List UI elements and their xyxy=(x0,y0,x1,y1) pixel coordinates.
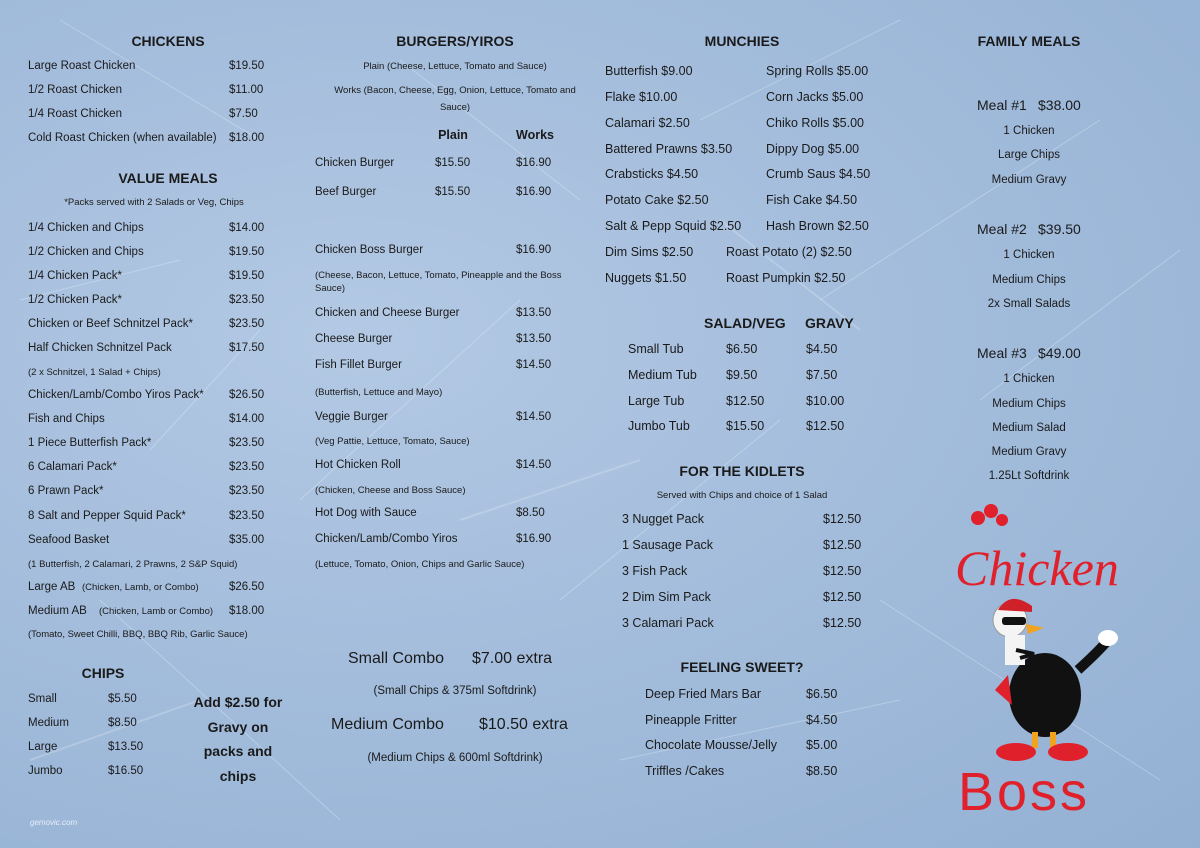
menu-item-name: Cold Roast Chicken (when available) xyxy=(28,132,217,144)
menu-item-name: 1/2 Chicken Pack* xyxy=(28,294,122,306)
menu-item-name: Chicken Burger xyxy=(315,157,395,169)
menu-item-name: Hot Dog with Sauce xyxy=(315,507,417,519)
menu-item-name: Chocolate Mousse/Jelly xyxy=(645,738,778,752)
item-description: (Lettuce, Tomato, Onion, Chips and Garlic Sauce) xyxy=(315,559,525,570)
logo-text-boss: Boss xyxy=(958,762,1091,822)
menu-item-price: $12.50 xyxy=(823,564,862,578)
family-meal-item: 2x Small Salads xyxy=(987,298,1071,310)
chicken-head-icon xyxy=(971,504,1008,526)
menu-item-price: $16.90 xyxy=(516,186,552,198)
menu-item-price: $7.50 xyxy=(229,108,258,120)
menu-item-name: Large AB xyxy=(28,581,76,593)
section-title-munchies: MUNCHIES xyxy=(704,33,780,49)
section-title-sweet: FEELING SWEET? xyxy=(680,659,804,675)
menu-item-name: Jumbo xyxy=(28,765,63,777)
menu-item-name: Small xyxy=(28,693,57,705)
item-description: (Cheese, Bacon, Lettuce, Tomato, Pineapple and the Boss xyxy=(315,270,562,281)
menu-item-name: Small Tub xyxy=(628,342,684,356)
menu-item-name: 1 Piece Butterfish Pack* xyxy=(28,437,152,449)
menu-item-price: $16.90 xyxy=(516,157,552,169)
menu-item-price: $23.50 xyxy=(229,318,265,330)
menu-item-price: $14.50 xyxy=(516,459,552,471)
munchie-item: Dim Sims $2.50 xyxy=(605,245,694,259)
munchie-item: Chiko Rolls $5.00 xyxy=(766,116,864,130)
menu-item-price: $23.50 xyxy=(229,437,265,449)
combo-name: Small Combo xyxy=(348,650,445,667)
combo-description: (Small Chips & 375ml Softdrink) xyxy=(373,685,537,697)
column-header-works: Works xyxy=(516,128,554,142)
gravy-note-line: Add $2.50 for xyxy=(193,694,283,710)
section-title-salad: SALAD/VEG xyxy=(704,315,786,331)
munchie-item: Potato Cake $2.50 xyxy=(605,193,709,207)
menu-item-name: Large Roast Chicken xyxy=(28,60,136,72)
section-title-value-meals: VALUE MEALS xyxy=(118,170,218,186)
family-meal-item: Medium Chips xyxy=(992,398,1066,410)
menu-item-price: $10.00 xyxy=(806,394,845,408)
menu-item-name: 3 Fish Pack xyxy=(622,564,688,578)
menu-item-price: $11.00 xyxy=(229,84,264,96)
menu-item-price: $8.50 xyxy=(806,764,838,778)
menu-item-name: Large Tub xyxy=(628,394,685,408)
menu-item-price: $13.50 xyxy=(108,741,144,753)
logo-text-chicken: Chicken xyxy=(955,540,1119,596)
menu-item-name: Medium xyxy=(28,717,69,729)
menu-item-name: 1/2 Chicken and Chips xyxy=(28,246,144,258)
menu-item-price: $17.50 xyxy=(229,342,265,354)
family-meal-item: 1 Chicken xyxy=(1003,249,1055,261)
menu-item-name: Seafood Basket xyxy=(28,534,110,546)
menu-item-name: Beef Burger xyxy=(315,186,377,198)
chicken-boss-logo xyxy=(950,500,1130,830)
combo-name: Medium Combo xyxy=(331,716,444,733)
menu-item-name: Veggie Burger xyxy=(315,411,388,423)
menu-item-price: $12.50 xyxy=(726,394,765,408)
munchie-item: Hash Brown $2.50 xyxy=(766,219,869,233)
item-description: (2 x Schnitzel, 1 Salad + Chips) xyxy=(28,367,161,378)
chicken-mascot-icon xyxy=(993,599,1118,761)
menu-item-name: 6 Calamari Pack* xyxy=(28,461,117,473)
family-meal-item: Medium Chips xyxy=(992,274,1066,286)
menu-item-price: $12.50 xyxy=(823,616,862,630)
item-description: (Chicken, Cheese and Boss Sauce) xyxy=(315,485,466,496)
menu-item-price: $6.50 xyxy=(806,687,838,701)
gravy-note-line: Gravy on xyxy=(207,719,269,735)
munchie-item: Battered Prawns $3.50 xyxy=(605,142,733,156)
menu-item-name: Half Chicken Schnitzel Pack xyxy=(28,342,172,354)
menu-item-price: $15.50 xyxy=(435,157,471,169)
family-meal-item: 1.25Lt Softdrink xyxy=(988,470,1070,482)
menu-item-price: $8.50 xyxy=(108,717,137,729)
menu-item-name: 6 Prawn Pack* xyxy=(28,485,104,497)
item-description: (Butterfish, Lettuce and Mayo) xyxy=(315,387,443,398)
section-title-chickens: CHICKENS xyxy=(131,33,205,49)
menu-item-price: $15.50 xyxy=(726,419,765,433)
family-meal-item: 1 Chicken xyxy=(1003,125,1055,137)
item-description: (Chicken, Lamb, or Combo) xyxy=(82,582,199,593)
menu-item-name: Medium Tub xyxy=(628,368,697,382)
menu-item-price: $4.50 xyxy=(806,342,838,356)
family-meal-price: $49.00 xyxy=(1038,345,1081,361)
munchie-item: Fish Cake $4.50 xyxy=(766,193,858,207)
family-meal-title: Meal #3 xyxy=(977,345,1027,361)
family-meal-item: Medium Gravy xyxy=(991,446,1067,458)
menu-item-name: 3 Calamari Pack xyxy=(622,616,714,630)
menu-item-name: 2 Dim Sim Pack xyxy=(622,590,711,604)
menu-item-price: $26.50 xyxy=(229,389,265,401)
menu-item-price: $14.50 xyxy=(516,359,552,371)
family-meal-item: Medium Salad xyxy=(992,422,1066,434)
munchie-item: Butterfish $9.00 xyxy=(605,64,693,78)
menu-item-price: $23.50 xyxy=(229,461,265,473)
menu-item-price: $19.50 xyxy=(229,270,265,282)
menu-item-price: $5.00 xyxy=(806,738,838,752)
menu-item-name: Large xyxy=(28,741,58,753)
menu-item-price: $8.50 xyxy=(516,507,545,519)
menu-item-price: $35.00 xyxy=(229,534,265,546)
combo-description: (Medium Chips & 600ml Softdrink) xyxy=(367,752,543,764)
menu-item-price: $5.50 xyxy=(108,693,137,705)
gravy-note-line: packs and xyxy=(203,743,273,759)
menu-item-name: 8 Salt and Pepper Squid Pack* xyxy=(28,510,186,522)
munchie-item: Calamari $2.50 xyxy=(605,116,690,130)
munchie-item: Crabsticks $4.50 xyxy=(605,167,699,181)
section-title-gravy: GRAVY xyxy=(805,315,854,331)
menu-item-name: 1/4 Roast Chicken xyxy=(28,108,122,120)
munchie-item: Salt & Pepp Squid $2.50 xyxy=(605,219,742,233)
menu-item-price: $16.90 xyxy=(516,533,552,545)
menu-item-price: $13.50 xyxy=(516,307,552,319)
menu-item-name: Hot Chicken Roll xyxy=(315,459,401,471)
menu-item-price: $18.00 xyxy=(229,605,265,617)
menu-item-price: $12.50 xyxy=(823,590,862,604)
menu-item-name: 1/2 Roast Chicken xyxy=(28,84,122,96)
menu-item-name: Chicken or Beef Schnitzel Pack* xyxy=(28,318,193,330)
family-meal-price: $38.00 xyxy=(1038,97,1081,113)
menu-item-name: Jumbo Tub xyxy=(628,419,690,433)
menu-item-price: $16.50 xyxy=(108,765,144,777)
family-meal-item: 1 Chicken xyxy=(1003,373,1055,385)
menu-item-price: $23.50 xyxy=(229,510,265,522)
item-description: (Tomato, Sweet Chilli, BBQ, BBQ Rib, Garlic Sauce) xyxy=(28,629,248,640)
item-description: (1 Butterfish, 2 Calamari, 2 Prawns, 2 S&P Squid) xyxy=(28,559,238,570)
munchie-item: Nuggets $1.50 xyxy=(605,271,687,285)
kidlets-note: Served with Chips and choice of 1 Salad xyxy=(656,490,828,501)
menu-item-price: $23.50 xyxy=(229,485,265,497)
menu-item-price: $4.50 xyxy=(806,713,838,727)
watermark: gemovic.com xyxy=(30,818,78,827)
menu-item-price: $19.50 xyxy=(229,60,265,72)
menu-item-price: $19.50 xyxy=(229,246,265,258)
menu-item-name: Chicken and Cheese Burger xyxy=(315,307,460,319)
menu-item-price: $14.00 xyxy=(229,413,265,425)
item-description: Sauce) xyxy=(315,283,346,294)
item-description: Plain (Cheese, Lettuce, Tomato and Sauce) xyxy=(363,61,547,72)
menu-item-name: 1 Sausage Pack xyxy=(622,538,714,552)
combo-price: $10.50 extra xyxy=(479,716,568,733)
menu-item-price: $12.50 xyxy=(806,419,845,433)
menu-item-price: $14.50 xyxy=(516,411,552,423)
section-title-chips: CHIPS xyxy=(81,665,125,681)
munchie-item: Roast Pumpkin $2.50 xyxy=(726,271,846,285)
menu-item-price: $23.50 xyxy=(229,294,265,306)
family-meal-item: Large Chips xyxy=(997,149,1060,161)
menu-item-price: $6.50 xyxy=(726,342,758,356)
munchie-item: Crumb Saus $4.50 xyxy=(766,167,871,181)
menu-item-name: Medium AB xyxy=(28,605,87,617)
menu-item-name: Chicken/Lamb/Combo Yiros xyxy=(315,533,458,545)
section-title-burgers: BURGERS/YIROS xyxy=(396,33,514,49)
menu-item-price: $13.50 xyxy=(516,333,552,345)
munchie-item: Spring Rolls $5.00 xyxy=(766,64,869,78)
menu-item-price: $15.50 xyxy=(435,186,471,198)
value-meals-note: *Packs served with 2 Salads or Veg, Chips xyxy=(64,197,244,208)
gravy-note-line: chips xyxy=(219,768,257,784)
menu-item-name: Fish Fillet Burger xyxy=(315,359,402,371)
family-meal-title: Meal #2 xyxy=(977,221,1027,237)
menu-item-price: $12.50 xyxy=(823,538,862,552)
family-meal-title: Meal #1 xyxy=(977,97,1027,113)
section-title-kidlets: FOR THE KIDLETS xyxy=(679,463,805,479)
menu-item-name: 1/4 Chicken and Chips xyxy=(28,222,144,234)
item-description: (Chicken, Lamb or Combo) xyxy=(99,606,214,617)
menu-item-name: Triffles /Cakes xyxy=(645,764,725,778)
menu-item-price: $26.50 xyxy=(229,581,265,593)
menu-item-price: $7.50 xyxy=(806,368,838,382)
munchie-item: Dippy Dog $5.00 xyxy=(766,142,860,156)
menu-item-name: 1/4 Chicken Pack* xyxy=(28,270,122,282)
menu-item-name: Chicken Boss Burger xyxy=(315,244,424,256)
section-title-family-meals: FAMILY MEALS xyxy=(977,33,1081,49)
item-description: Works (Bacon, Cheese, Egg, Onion, Lettuce, Tomato and xyxy=(334,85,576,96)
item-description: Sauce) xyxy=(439,102,471,113)
munchie-item: Roast Potato (2) $2.50 xyxy=(726,245,852,259)
menu-item-name: 3 Nugget Pack xyxy=(622,512,704,526)
menu-item-price: $14.00 xyxy=(229,222,265,234)
item-description: (Veg Pattie, Lettuce, Tomato, Sauce) xyxy=(315,436,470,447)
menu-item-price: $18.00 xyxy=(229,132,265,144)
menu-item-name: Chicken/Lamb/Combo Yiros Pack* xyxy=(28,389,204,401)
munchie-item: Corn Jacks $5.00 xyxy=(766,90,864,104)
column-header-plain: Plain xyxy=(438,128,468,142)
munchie-item: Flake $10.00 xyxy=(605,90,678,104)
menu-item-name: Deep Fried Mars Bar xyxy=(645,687,762,701)
menu-item-name: Fish and Chips xyxy=(28,413,105,425)
combo-price: $7.00 extra xyxy=(472,650,553,667)
menu-item-name: Pineapple Fritter xyxy=(645,713,737,727)
menu-item-price: $16.90 xyxy=(516,244,552,256)
menu-item-price: $12.50 xyxy=(823,512,862,526)
menu-item-price: $9.50 xyxy=(726,368,758,382)
menu-item-name: Cheese Burger xyxy=(315,333,393,345)
family-meal-price: $39.50 xyxy=(1038,221,1081,237)
family-meal-item: Medium Gravy xyxy=(991,174,1067,186)
